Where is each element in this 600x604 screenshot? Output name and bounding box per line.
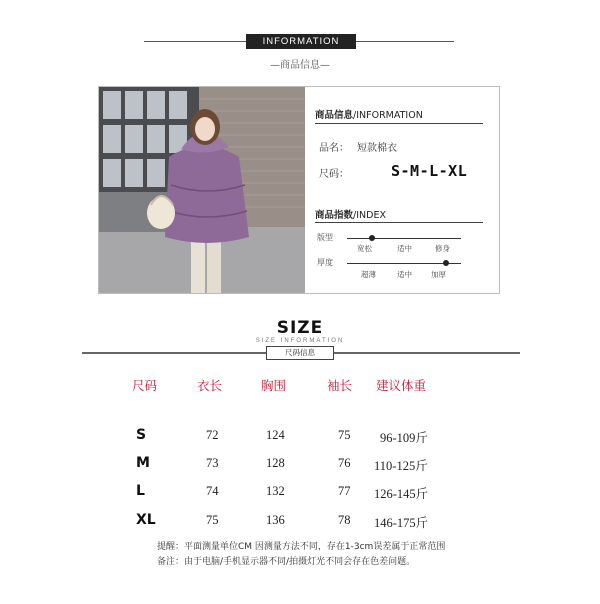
size-title: SIZE (276, 318, 324, 338)
product-photo (99, 87, 305, 293)
column-header-size: 尺码 (132, 378, 158, 393)
row-chest: 136 (266, 513, 285, 527)
info-section-heading: 商品信息/INFORMATION (315, 110, 423, 121)
row-weight: 126-145斤 (374, 487, 429, 501)
column-header-sleeve: 袖长 (327, 378, 353, 393)
row-chest: 124 (266, 428, 285, 442)
thickness-option-regular: 适中 (397, 270, 412, 279)
row-weight: 146-175斤 (374, 516, 429, 530)
information-subtitle: —商品信息— (270, 60, 330, 71)
header-rule-left (144, 41, 246, 42)
fit-scale-marker (369, 235, 375, 241)
product-name-value: 短款棉衣 (357, 143, 397, 154)
header-rule-right (356, 41, 454, 42)
product-name-label: 品名： (319, 143, 349, 154)
size-info-box: 尺码信息 (266, 346, 334, 360)
row-length: 72 (206, 428, 219, 442)
row-sleeve: 75 (338, 428, 351, 442)
row-length: 74 (206, 484, 219, 498)
thickness-option-thin: 超薄 (361, 270, 376, 279)
fit-option-loose: 宽松 (357, 244, 372, 253)
row-length: 73 (206, 456, 219, 470)
row-weight: 96-109斤 (380, 431, 428, 445)
info-heading-rule (315, 123, 483, 124)
size-rule-left (82, 352, 266, 354)
row-weight: 110-125斤 (374, 459, 428, 473)
row-size: M (136, 455, 150, 471)
information-title: INFORMATION (246, 34, 356, 49)
column-header-weight: 建议体重 (376, 378, 427, 393)
column-header-length: 衣长 (197, 378, 223, 393)
fit-option-regular: 适中 (397, 244, 412, 253)
row-chest: 132 (266, 484, 285, 498)
row-size: XL (136, 512, 156, 528)
column-header-chest: 胸围 (261, 378, 287, 393)
fit-option-slim: 修身 (435, 244, 450, 253)
fit-scale-track (347, 238, 461, 239)
row-sleeve: 77 (338, 484, 351, 498)
size-rule-right (334, 352, 520, 354)
index-heading-rule (315, 222, 483, 223)
measurement-note: 提醒：平面测量单位CM 因测量方法不同，存在1-3cm误差属于正常范围 (157, 542, 446, 552)
row-length: 75 (206, 513, 219, 527)
index-section-heading: 商品指数/INDEX (315, 210, 386, 221)
product-info-card (98, 86, 500, 294)
row-size: S (136, 427, 147, 443)
thickness-scale-label: 厚度 (317, 258, 333, 267)
row-chest: 128 (266, 456, 285, 470)
product-size-label: 尺码： (319, 169, 349, 180)
row-size: L (136, 483, 145, 499)
fit-scale-label: 版型 (317, 233, 333, 242)
thickness-scale-marker (443, 260, 449, 266)
color-note: 备注：由于电脑/手机显示器不同/拍摄灯光不同会存在色差问题。 (157, 557, 416, 567)
product-size-value: S-M-L-XL (391, 162, 468, 180)
thickness-option-thick: 加厚 (431, 270, 446, 279)
row-sleeve: 76 (338, 456, 351, 470)
row-sleeve: 78 (338, 513, 351, 527)
size-subtitle: SIZE INFORMATION (255, 338, 345, 344)
